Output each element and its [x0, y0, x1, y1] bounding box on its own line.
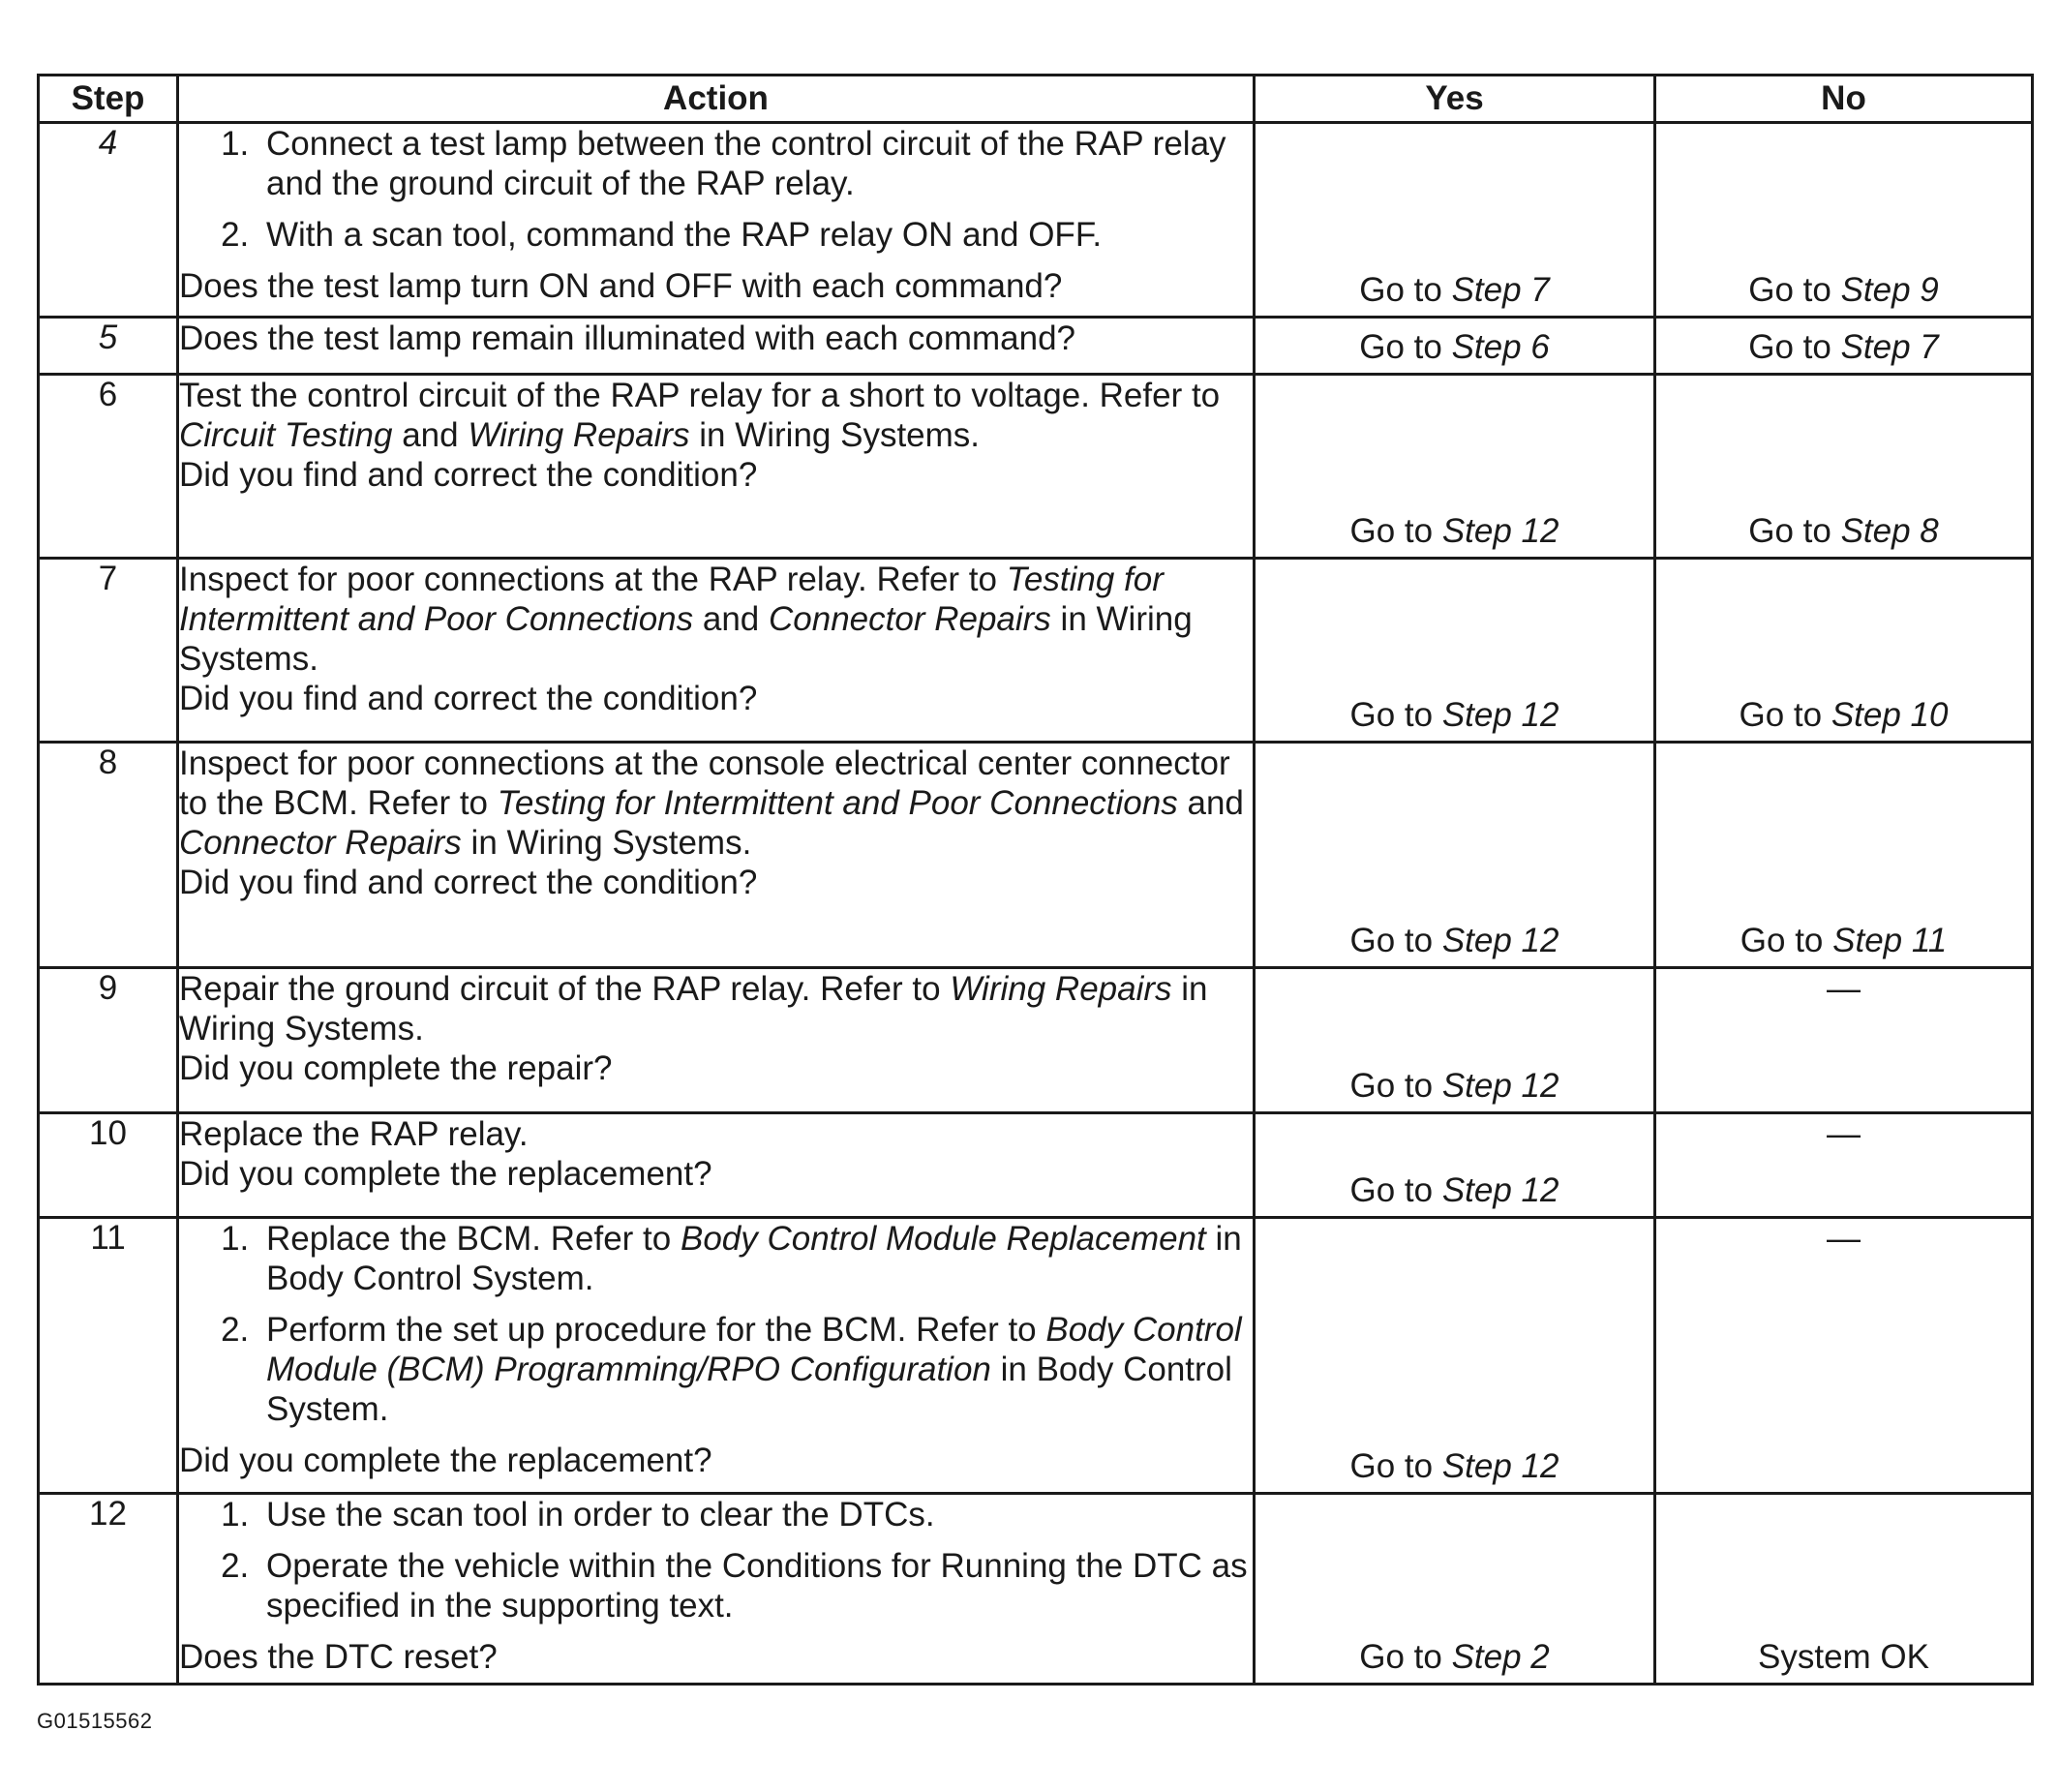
yes-cell	[1255, 1218, 1655, 1494]
go-to-text: Go to	[1359, 328, 1452, 366]
step-number: 4	[39, 123, 178, 318]
yes-cell	[1255, 1494, 1655, 1685]
action-step-item: 1. Replace the BCM. Refer to Body Control Module Replacement in Body Control System.	[258, 1219, 1253, 1298]
doc-reference: Testing for Intermittent and Poor Connections	[179, 561, 1164, 638]
doc-reference: Circuit Testing	[179, 416, 393, 454]
not-applicable-dash: —	[1827, 970, 1861, 1008]
table-row	[39, 559, 2033, 743]
action-question: Did you complete the replacement?	[179, 1442, 712, 1479]
yes-cell	[1255, 559, 1655, 743]
action-question: Does the test lamp remain illuminated with each command?	[179, 319, 1075, 357]
action-steps-list	[179, 1495, 1253, 1625]
no-cell	[1655, 1494, 2033, 1685]
action-cell	[178, 375, 1255, 559]
action-step-item: 1. Connect a test lamp between the control circuit of the RAP relay and the ground circuit of the RAP relay.	[258, 124, 1253, 203]
action-step-item: 2. Perform the set up procedure for the BCM. Refer to Body Control Module (BCM) Programming/RPO Configuration in Body Control System.	[258, 1310, 1253, 1429]
action-text: Test the control circuit of the RAP relay for a short to voltage. Refer to Circuit Testing and Wiring Repairs in Wiring Systems.	[179, 377, 1221, 454]
action-cell	[178, 318, 1255, 375]
step-number: 7	[39, 559, 178, 743]
yes-cell	[1255, 743, 1655, 968]
no-cell	[1655, 968, 2033, 1113]
action-question: Does the test lamp turn ON and OFF with each command?	[179, 267, 1063, 305]
table-row	[39, 968, 2033, 1113]
no-cell	[1655, 743, 2033, 968]
action-steps-list	[179, 124, 1253, 255]
header-no: No	[1655, 76, 2033, 123]
header-step: Step	[39, 76, 178, 123]
header-action: Action	[178, 76, 1255, 123]
go-to-text: Go to	[1349, 696, 1442, 734]
step-reference: Step 8	[1840, 512, 1939, 550]
step-number: 8	[39, 743, 178, 968]
table-row	[39, 1494, 2033, 1685]
table-row	[39, 123, 2033, 318]
yes-cell	[1255, 123, 1655, 318]
step-reference: Step 12	[1441, 922, 1559, 959]
go-to-text: Go to	[1349, 1447, 1442, 1485]
action-steps-list	[179, 1219, 1253, 1429]
action-text: Inspect for poor connections at the RAP relay. Refer to Testing for Intermittent and Poor Connections and Connector Repairs in Wiring Systems.	[179, 561, 1193, 678]
action-cell	[178, 559, 1255, 743]
step-reference: Step 12	[1441, 1171, 1559, 1209]
step-number: 11	[39, 1218, 178, 1494]
go-to-text: Go to	[1359, 271, 1452, 309]
step-reference: Step 11	[1832, 922, 1948, 959]
doc-reference: Body Control Module Replacement	[680, 1220, 1206, 1258]
action-question: Did you complete the repair?	[179, 1049, 613, 1087]
action-question: Did you find and correct the condition?	[179, 456, 758, 494]
action-cell	[178, 743, 1255, 968]
action-cell	[178, 968, 1255, 1113]
header-row	[39, 76, 2033, 123]
step-reference: Step 12	[1441, 1447, 1559, 1485]
doc-reference: Body Control Module (BCM) Programming/RPO Configuration	[266, 1311, 1242, 1388]
table-row	[39, 1218, 2033, 1494]
action-text: Inspect for poor connections at the console electrical center connector to the BCM. Refer to Testing for Intermittent and Poor Connections and Connector Repairs in Wiring Systems.	[179, 744, 1244, 862]
no-cell	[1655, 1218, 2033, 1494]
header-yes: Yes	[1255, 76, 1655, 123]
table-row	[39, 318, 2033, 375]
no-cell	[1655, 318, 2033, 375]
no-cell	[1655, 375, 2033, 559]
step-reference: Step 12	[1441, 512, 1559, 550]
not-applicable-dash: —	[1827, 1220, 1861, 1258]
yes-cell	[1255, 375, 1655, 559]
not-applicable-dash: —	[1827, 1115, 1861, 1153]
doc-reference: Wiring Repairs	[468, 416, 690, 454]
action-cell	[178, 1113, 1255, 1218]
step-number: 9	[39, 968, 178, 1113]
action-question: Did you find and correct the condition?	[179, 864, 758, 901]
step-number: 5	[39, 318, 178, 375]
step-number: 6	[39, 375, 178, 559]
step-reference: Step 12	[1441, 696, 1559, 734]
table-row	[39, 375, 2033, 559]
go-to-text: Go to	[1739, 696, 1831, 734]
action-cell	[178, 1218, 1255, 1494]
go-to-text: Go to	[1748, 271, 1841, 309]
go-to-text: Go to	[1349, 512, 1442, 550]
step-reference: Step 2	[1451, 1638, 1550, 1676]
go-to-text: Go to	[1359, 1638, 1452, 1676]
action-step-item: 2. With a scan tool, command the RAP relay ON and OFF.	[258, 215, 1253, 255]
action-cell	[178, 1494, 1255, 1685]
go-to-text: Go to	[1349, 922, 1442, 959]
go-to-text: Go to	[1740, 922, 1833, 959]
go-to-text: Go to	[1349, 1067, 1442, 1105]
doc-reference: Wiring Repairs	[950, 970, 1172, 1008]
no-cell	[1655, 123, 2033, 318]
action-step-item: 1. Use the scan tool in order to clear the DTCs.	[258, 1495, 1253, 1534]
action-question: Did you find and correct the condition?	[179, 680, 758, 717]
step-reference: Step 7	[1451, 271, 1550, 309]
go-to-text: Go to	[1349, 1171, 1442, 1209]
doc-reference: Testing for Intermittent and Poor Connections	[497, 784, 1178, 822]
doc-reference: Connector Repairs	[769, 600, 1051, 638]
action-question: Does the DTC reset?	[179, 1638, 498, 1676]
yes-cell	[1255, 968, 1655, 1113]
go-to-text: Go to	[1748, 328, 1841, 366]
step-reference: Step 6	[1451, 328, 1550, 366]
step-reference: Step 7	[1840, 328, 1939, 366]
step-reference: Step 10	[1831, 696, 1949, 734]
step-reference: Step 9	[1840, 271, 1939, 309]
step-number: 10	[39, 1113, 178, 1218]
go-to-text: Go to	[1748, 512, 1841, 550]
action-text: Repair the ground circuit of the RAP relay. Refer to Wiring Repairs in Wiring Systems.	[179, 970, 1208, 1048]
table-row	[39, 1113, 2033, 1218]
yes-cell	[1255, 1113, 1655, 1218]
figure-id: G01515562	[37, 1709, 153, 1733]
step-number: 12	[39, 1494, 178, 1685]
action-cell	[178, 123, 1255, 318]
no-cell	[1655, 1113, 2033, 1218]
action-step-item: 2. Operate the vehicle within the Conditions for Running the DTC as specified in the supporting text.	[258, 1546, 1253, 1625]
step-reference: Step 12	[1441, 1067, 1559, 1105]
system-ok-text: System OK	[1758, 1638, 1929, 1676]
doc-reference: Connector Repairs	[179, 824, 462, 862]
action-question: Did you complete the replacement?	[179, 1155, 712, 1193]
action-text: Replace the RAP relay.	[179, 1115, 529, 1153]
table-row	[39, 743, 2033, 968]
no-cell	[1655, 559, 2033, 743]
diagnostic-table	[37, 74, 2034, 1686]
yes-cell	[1255, 318, 1655, 375]
